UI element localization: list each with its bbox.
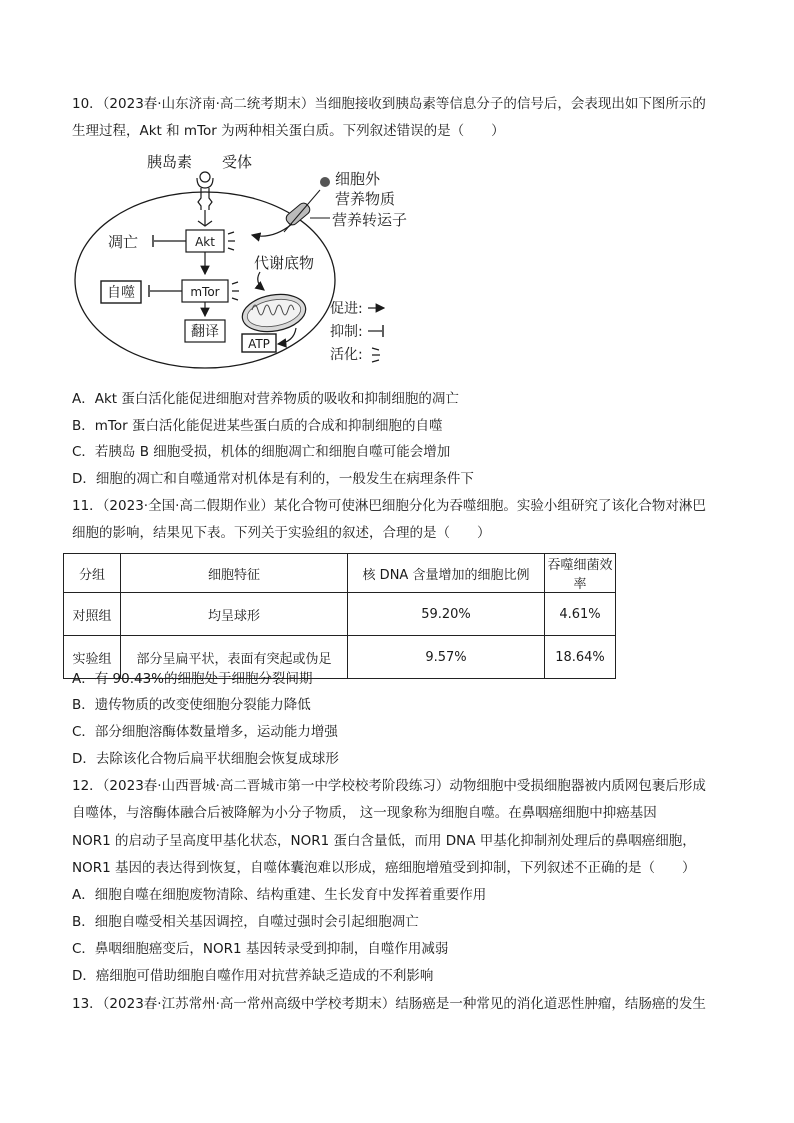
nutrient-transporter [284, 177, 330, 232]
q10-diagram [72, 150, 432, 372]
atp-label: ATP [248, 337, 270, 351]
receptor-shape [197, 172, 213, 210]
q11-results-table [63, 553, 616, 679]
legend-inhibit-label: 抑制: [330, 324, 363, 340]
q10-stem-line2: 生理过程，Akt 和 mTor 为两种相关蛋白质。下列叙述错误的是（ ） [72, 123, 505, 139]
table-cell: 对照组 [64, 593, 121, 636]
table-cell: 部分呈扁平状，表面有突起或伪足 [121, 636, 348, 679]
q12-stem-line3: NOR1 的启动子呈高度甲基化状态，NOR1 蛋白含量低，而用 DNA 甲基化抑制剂处理后的鼻咽癌细胞， [72, 833, 696, 849]
q12-stem-line2: 自噬体，与溶酶体融合后被降解为小分子物质， 这一现象称为细胞自噬。在鼻咽癌细胞中抑癌基因 [72, 805, 657, 821]
q12-stem-line4: NOR1 基因的表达得到恢复，自噬体囊泡难以形成，癌细胞增殖受到抑制，下列叙述不正确的是（ ） [72, 860, 696, 876]
q11-stem-line1: 11．（2023·全国·高二假期作业）某化合物可使淋巴细胞分化为吞噬细胞。实验小组研究了该化合物对淋巴 [72, 498, 706, 514]
legend-activate-symbol [372, 348, 380, 362]
table-row [64, 593, 616, 636]
apoptosis-label: 凋亡 [108, 233, 139, 251]
q11-option-c: C．部分细胞溶酶体数量增多，运动能力增强 [72, 724, 338, 740]
table-header-row [64, 554, 616, 593]
legend-activate-label: 活化: [330, 347, 363, 363]
q10-option-a: A．Akt 蛋白活化能促进细胞对营养物质的吸收和抑制细胞的凋亡 [72, 391, 459, 407]
translation-label: 翻译 [191, 324, 219, 340]
mtor-label: mTor [190, 285, 220, 299]
table-header-cell: 吞噬细菌效率 [545, 554, 616, 593]
insulin-label: 胰岛素 [147, 153, 193, 171]
legend-promote-label: 促进: [330, 301, 363, 317]
table-cell: 9.57% [348, 636, 545, 679]
table-cell: 4.61% [545, 593, 616, 636]
q10-option-b: B．mTor 蛋白活化能促进某些蛋白质的合成和抑制细胞的自噬 [72, 418, 443, 434]
nutrient-label-2: 营养物质 [335, 190, 396, 208]
q11-option-a: A．有 90.43%的细胞处于细胞分裂间期 [72, 671, 313, 687]
autophagy-label: 自噬 [107, 285, 135, 301]
table-header-cell: 核 DNA 含量增加的细胞比例 [348, 554, 545, 593]
table-cell: 59.20% [348, 593, 545, 636]
transporter-label: 营养转运子 [332, 211, 408, 229]
table-cell: 实验组 [64, 636, 121, 679]
q13-stem-line1: 13．（2023春·江苏常州·高一常州高级中学校考期末）结肠癌是一种常见的消化道恶性肿瘤，结肠癌的发生 [72, 996, 706, 1012]
table-cell: 均呈球形 [121, 593, 348, 636]
akt-label: Akt [195, 235, 215, 249]
table-header-cell: 分组 [64, 554, 121, 593]
nutrient-molecule [320, 177, 330, 187]
nutrient-label-1: 细胞外 [335, 170, 381, 188]
q11-option-b: B．遗传物质的改变使细胞分裂能力降低 [72, 697, 311, 713]
q12-option-d: D．癌细胞可借助细胞自噬作用对抗营养缺乏造成的不利影响 [72, 968, 434, 984]
mitochondrion-shape [239, 290, 308, 337]
table-cell: 18.64% [545, 636, 616, 679]
q10-stem-line1: 10．（2023春·山东济南·高二统考期末）当细胞接收到胰岛素等信息分子的信号后，会表现出如下图所示的 [72, 96, 706, 112]
table-header-cell: 细胞特征 [121, 554, 348, 593]
q11-stem-line2: 细胞的影响，结果见下表。下列关于实验组的叙述，合理的是（ ） [72, 525, 491, 541]
q12-option-c: C．鼻咽细胞癌变后，NOR1 基因转录受到抑制，自噬作用减弱 [72, 941, 449, 957]
q12-stem-line1: 12．（2023春·山西晋城·高二晋城市第一中学校校考阶段练习）动物细胞中受损细胞器被内质网包裹后形成 [72, 778, 706, 794]
q12-option-a: A．细胞自噬在细胞废物清除、结构重建、生长发育中发挥着重要作用 [72, 887, 487, 903]
q11-option-d: D．去除该化合物后扁平状细胞会恢复成球形 [72, 751, 339, 767]
receptor-label: 受体 [222, 153, 253, 171]
q10-option-d: D．细胞的凋亡和自噬通常对机体是有利的，一般发生在病理条件下 [72, 471, 474, 487]
metabolite-label: 代谢底物 [254, 254, 315, 272]
q12-option-b: B．细胞自噬受相关基因调控，自噬过强时会引起细胞凋亡 [72, 914, 419, 930]
q10-option-c: C．若胰岛 B 细胞受损，机体的细胞凋亡和细胞自噬可能会增加 [72, 444, 451, 460]
